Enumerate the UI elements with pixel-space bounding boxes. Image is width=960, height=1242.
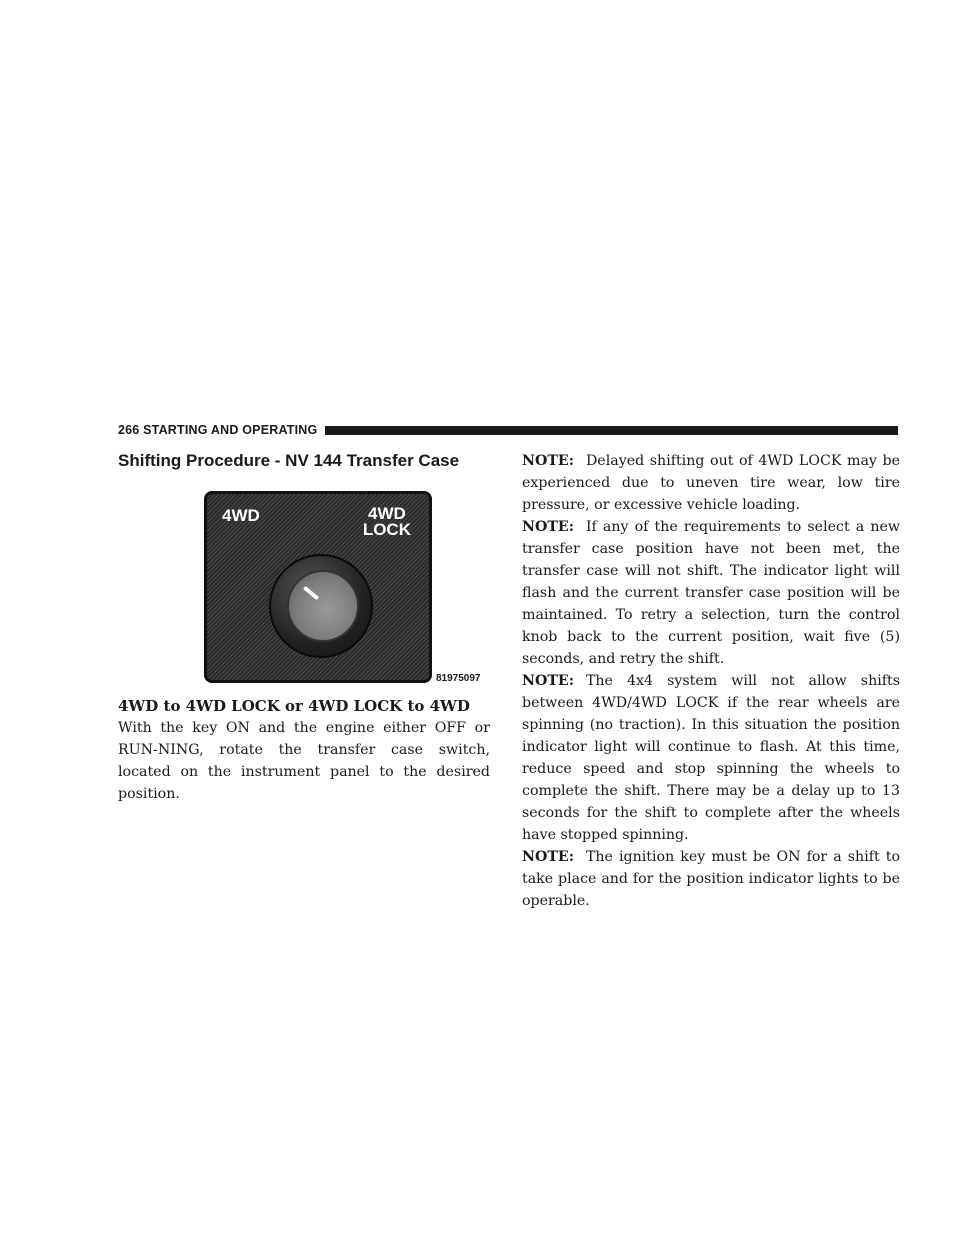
note-text: The ignition key must be ON for a shift to take place and for the position indicator lights to be operable.	[522, 849, 900, 909]
left-column	[118, 450, 490, 805]
note-label: NOTE:	[522, 519, 574, 535]
note-text: If any of the requirements to select a new transfer case position have not been met, the transfer case will not shift. The indicator light will flash and the current transfer case position will be maintained. To retry a selection, turn the control knob back to the current position, wait five (5) seconds, and retry the shift.	[522, 519, 900, 667]
knob-face	[287, 570, 359, 642]
note-paragraph	[522, 516, 900, 670]
note-paragraph	[522, 670, 900, 846]
label-4wd: 4WD	[222, 506, 260, 525]
label-4wd-lock-line2: LOCK	[362, 520, 411, 539]
label-4wd-lock-line1: 4WD	[368, 504, 406, 523]
note-paragraph	[522, 846, 900, 912]
page-header	[118, 423, 898, 437]
note-text: Delayed shifting out of 4WD LOCK may be experienced due to uneven tire wear, low tire pressure, or excessive vehicle loading.	[522, 453, 900, 513]
figure-id: 81975097	[436, 673, 481, 684]
label-4wd-lock	[363, 506, 411, 538]
note-label: NOTE:	[522, 849, 574, 865]
transfer-case-switch-figure	[204, 491, 494, 691]
note-paragraph	[522, 450, 900, 516]
procedure-paragraph: With the key ON and the engine either OFF or RUN-NING, rotate the transfer case switch, located on the instrument panel to the desired position.	[118, 720, 490, 802]
section-title: Shifting Procedure - NV 144 Transfer Case	[118, 451, 460, 470]
knob-pointer	[303, 586, 319, 601]
page-number-section: 266 STARTING AND OPERATING	[118, 423, 325, 437]
control-knob	[269, 554, 373, 658]
subheading: 4WD to 4WD LOCK or 4WD LOCK to 4WD	[118, 697, 470, 715]
note-label: NOTE:	[522, 673, 574, 689]
switch-panel	[204, 491, 432, 683]
note-text: The 4x4 system will not allow shifts between 4WD/4WD LOCK if the rear wheels are spinning (no traction). In this situation the position indicator light will continue to flash. At this time, reduce speed and stop spinning the wheels to complete the shift. There may be a delay up to 13 seconds for the shift to complete after the wheels have stopped spinning.	[522, 673, 900, 843]
right-column	[522, 450, 900, 912]
note-label: NOTE:	[522, 453, 574, 469]
